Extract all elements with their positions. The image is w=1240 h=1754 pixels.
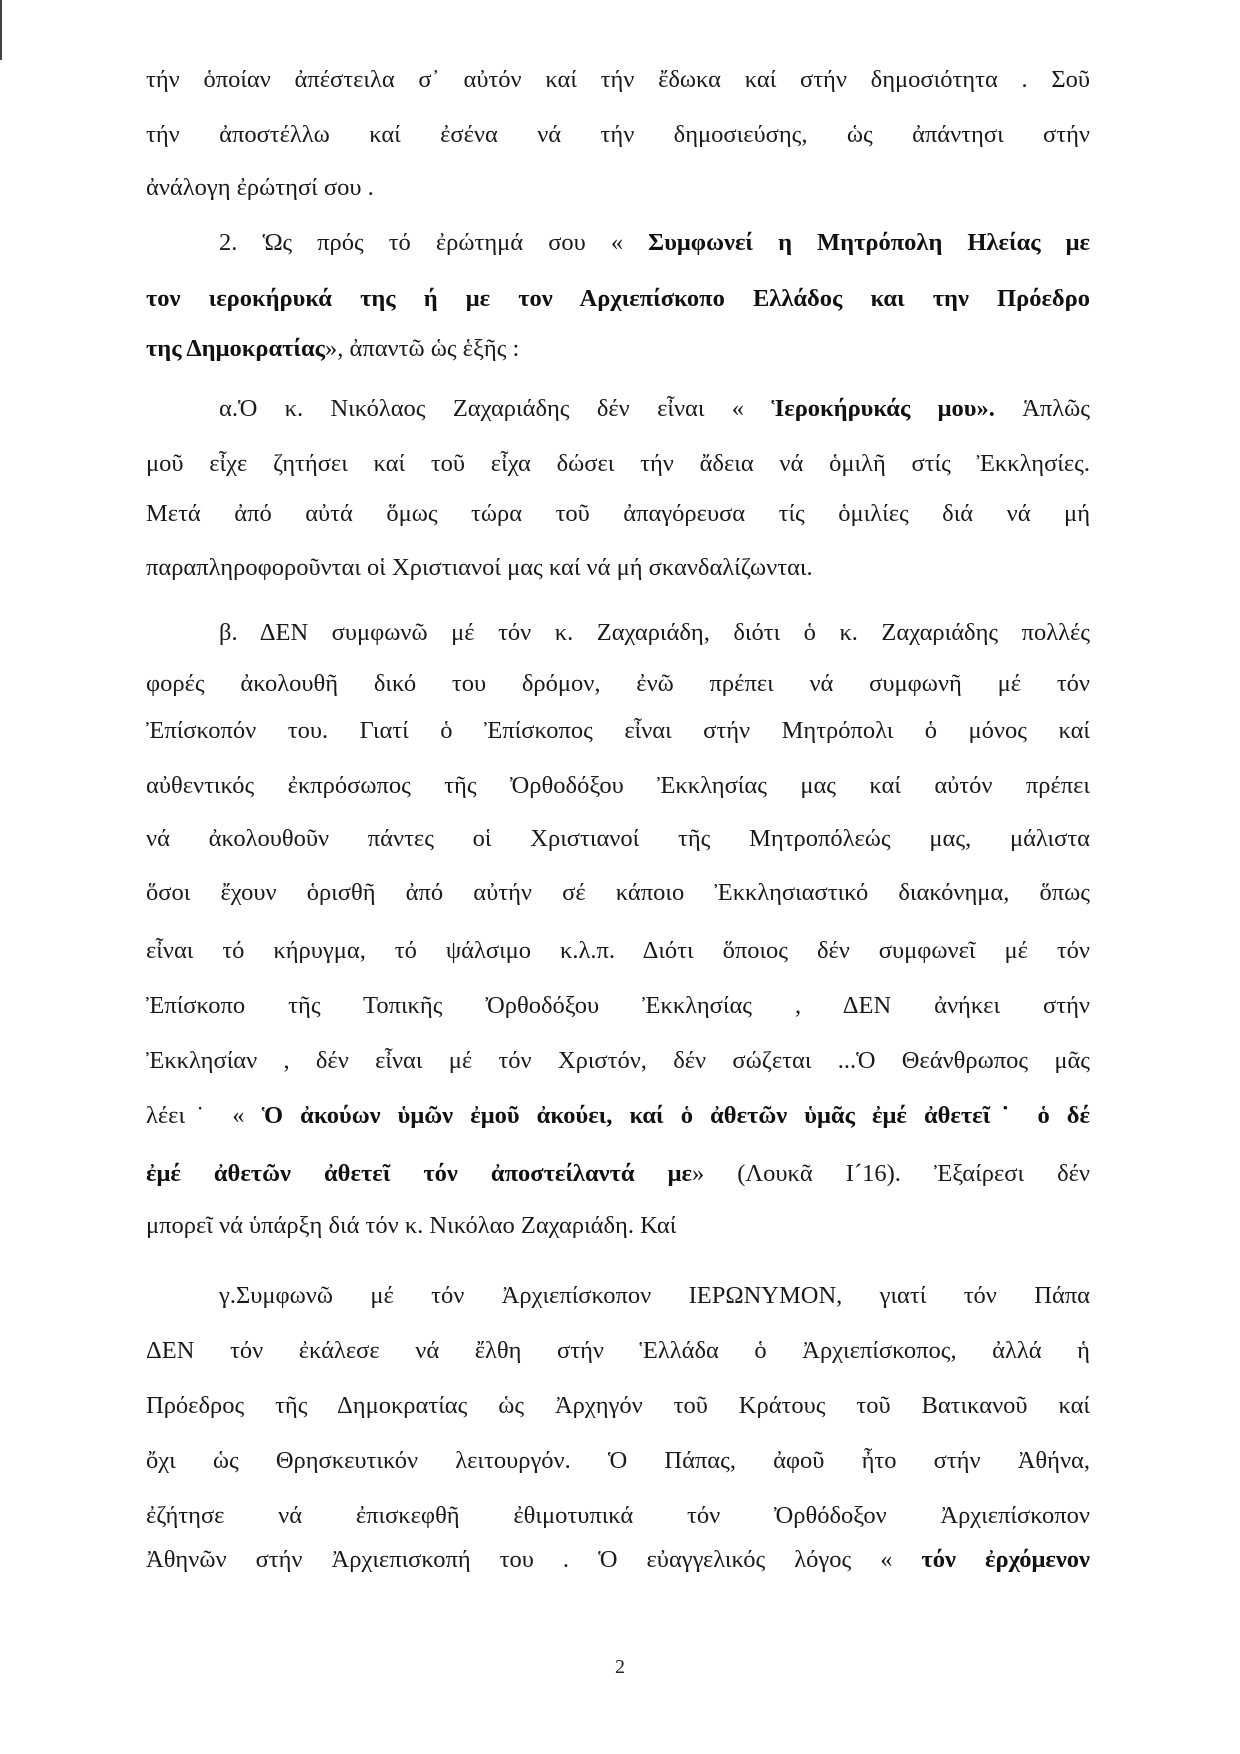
text-line (146, 1540, 1090, 1580)
text-line (146, 819, 1090, 859)
text-line (146, 931, 1090, 971)
bold-text: τόν ἐρχόμενον (921, 1546, 1090, 1573)
text-run: μοῦ εἶχε ζητήσει καί τοῦ εἶχα δώσει τήν ἄδεια νά ὁμιλῆ στίς Ἐκκλησίες. (146, 450, 1090, 477)
text-run: Ἐπίσκοπο τῆς Τοπικῆς Ὀρθοδόξου Ἐκκλησίας , ΔΕΝ ἀνήκει στήν (146, 992, 1090, 1019)
text-line (146, 494, 1090, 534)
text-run: α.Ὁ κ. Νικόλαος Ζαχαριάδης δέν εἶναι « (219, 395, 772, 422)
bold-text: τον ιεροκήρυκά της ή με τον Αρχιεπίσκοπο Ελλάδος και την Πρόεδρο (146, 285, 1090, 312)
bold-text: Ὁ ἀκούων ὑμῶν ἐμοῦ ἀκούει, καί ὁ ἀθετῶν ὑμᾶς ἐμέ ἀθετεῖ˙ ὁ δέ (261, 1102, 1090, 1129)
text-line (146, 1206, 1090, 1246)
text-line (219, 1276, 1090, 1316)
text-line (219, 613, 1090, 653)
text-run: 2. Ὡς πρός τό ἐρώτημά σου « (219, 229, 649, 256)
text-run: Μετά ἀπό αὐτά ὅμως τώρα τοῦ ἀπαγόρευσα τίς ὁμιλίες διά νά μή (146, 500, 1090, 527)
text-run: λέει˙ « (146, 1102, 262, 1129)
text-run: εἶναι τό κήρυγμα, τό ψάλσιμο κ.λ.π. Διότι ὅποιος δέν συμφωνεῖ μέ τόν (146, 937, 1090, 964)
text-run: Ἁπλῶς (994, 395, 1090, 422)
text-run: », ἀπαντῶ ὡς ἑξῆς : (325, 335, 520, 362)
text-run: » (Λουκᾶ Ι´16). Ἐξαίρεσι δέν (691, 1160, 1090, 1187)
text-line (146, 1331, 1090, 1371)
text-run: μπορεῖ νά ὑπάρξη διά τόν κ. Νικόλαο Ζαχαριάδη. Καί (146, 1212, 677, 1239)
bold-text: ἐμέ ἀθετῶν ἀθετεῖ τόν ἀποστείλαντά με (146, 1160, 692, 1187)
text-run: β. ΔΕΝ συμφωνῶ μέ τόν κ. Ζαχαριάδη, διότι ὁ κ. Ζαχαριάδης πολλές (219, 619, 1090, 646)
text-run: ὅσοι ἔχουν ὁρισθῆ ἀπό αὐτήν σέ κάποιο Ἐκκλησιαστικό διακόνημα, ὅπως (146, 879, 1090, 906)
text-run: ΔΕΝ τόν ἐκάλεσε νά ἔλθη στήν Ἑλλάδα ὁ Ἀρχιεπίσκοπος, ἀλλά ἡ (146, 1337, 1090, 1364)
text-line (146, 1096, 1090, 1136)
text-line (146, 986, 1090, 1026)
text-line (146, 1154, 1090, 1194)
text-line (219, 389, 1090, 429)
text-run: γ.Συμφωνῶ μέ τόν Ἀρχιεπίσκοπον ΙΕΡΩΝΥΜΟΝ, γιατί τόν Πάπα (219, 1282, 1090, 1309)
text-line (146, 664, 1090, 704)
text-run: αὐθεντικός ἐκπρόσωπος τῆς Ὀρθοδόξου Ἐκκλησίας μας καί αὐτόν πρέπει (146, 772, 1090, 799)
text-run: παραπληροφοροῦνται οἱ Χριστιανοί μας καί νά μή σκανδαλίζωνται. (146, 554, 813, 581)
text-line (146, 329, 1090, 369)
scan-edge (0, 0, 2, 60)
text-line (146, 168, 1090, 208)
text-run: ὄχι ὡς Θρησκευτικόν λειτουργόν. Ὁ Πάπας, ἀφοῦ ἦτο στήν Ἀθήνα, (146, 1447, 1090, 1474)
text-run: ἐζήτησε νά ἐπισκεφθῆ ἐθιμοτυπικά τόν Ὀρθόδοξον Ἀρχιεπίσκοπον (146, 1502, 1090, 1529)
text-line (146, 444, 1090, 484)
text-run: νά ἀκολουθοῦν πάντες οἱ Χριστιανοί τῆς Μητροπόλεώς μας, μάλιστα (146, 825, 1090, 852)
page-number: 2 (615, 1656, 625, 1678)
text-line (146, 548, 1090, 588)
text-line (146, 711, 1090, 751)
text-line (219, 223, 1090, 263)
bold-text: Συμφωνεί η Μητρόπολη Ηλείας με (648, 229, 1090, 256)
text-line (146, 279, 1090, 319)
text-run: ἀνάλογη ἐρώτησί σου . (146, 174, 374, 201)
text-line (146, 1441, 1090, 1481)
text-run: τήν ὁποίαν ἀπέστειλα σ᾽ αὐτόν καί τήν ἔδωκα καί στήν δημοσιότητα . Σοῦ (146, 66, 1090, 93)
text-run: Ἐπίσκοπόν του. Γιατί ὁ Ἐπίσκοπος εἶναι στήν Μητρόπολι ὁ μόνος καί (146, 717, 1090, 744)
text-run: Ἀθηνῶν στήν Ἀρχιεπισκοπή του . Ὁ εὐαγγελικός λόγος « (146, 1546, 922, 1573)
text-run: φορές ἀκολουθῆ δικό του δρόμον, ἐνῶ πρέπει νά συμφωνῆ μέ τόν (146, 670, 1090, 697)
text-run: Πρόεδρος τῆς Δημοκρατίας ὡς Ἀρχηγόν τοῦ Κράτους τοῦ Βατικανοῦ καί (146, 1392, 1090, 1419)
bold-text: Ἱεροκήρυκάς μου». (771, 395, 995, 422)
text-line (146, 1496, 1090, 1536)
text-run: τήν ἀποστέλλω καί ἐσένα νά τήν δημοσιεύσης, ὡς ἀπάντησι στήν (146, 121, 1090, 148)
text-line (146, 115, 1090, 155)
text-line (146, 1041, 1090, 1081)
text-run: Ἐκκλησίαν , δέν εἶναι μέ τόν Χριστόν, δέν σώζεται ...Ὁ Θεάνθρωπος μᾶς (146, 1047, 1090, 1074)
text-line (146, 766, 1090, 806)
bold-text: της Δημοκρατίας (146, 335, 326, 362)
text-line (146, 60, 1090, 100)
text-line (146, 1386, 1090, 1426)
text-line (146, 873, 1090, 913)
